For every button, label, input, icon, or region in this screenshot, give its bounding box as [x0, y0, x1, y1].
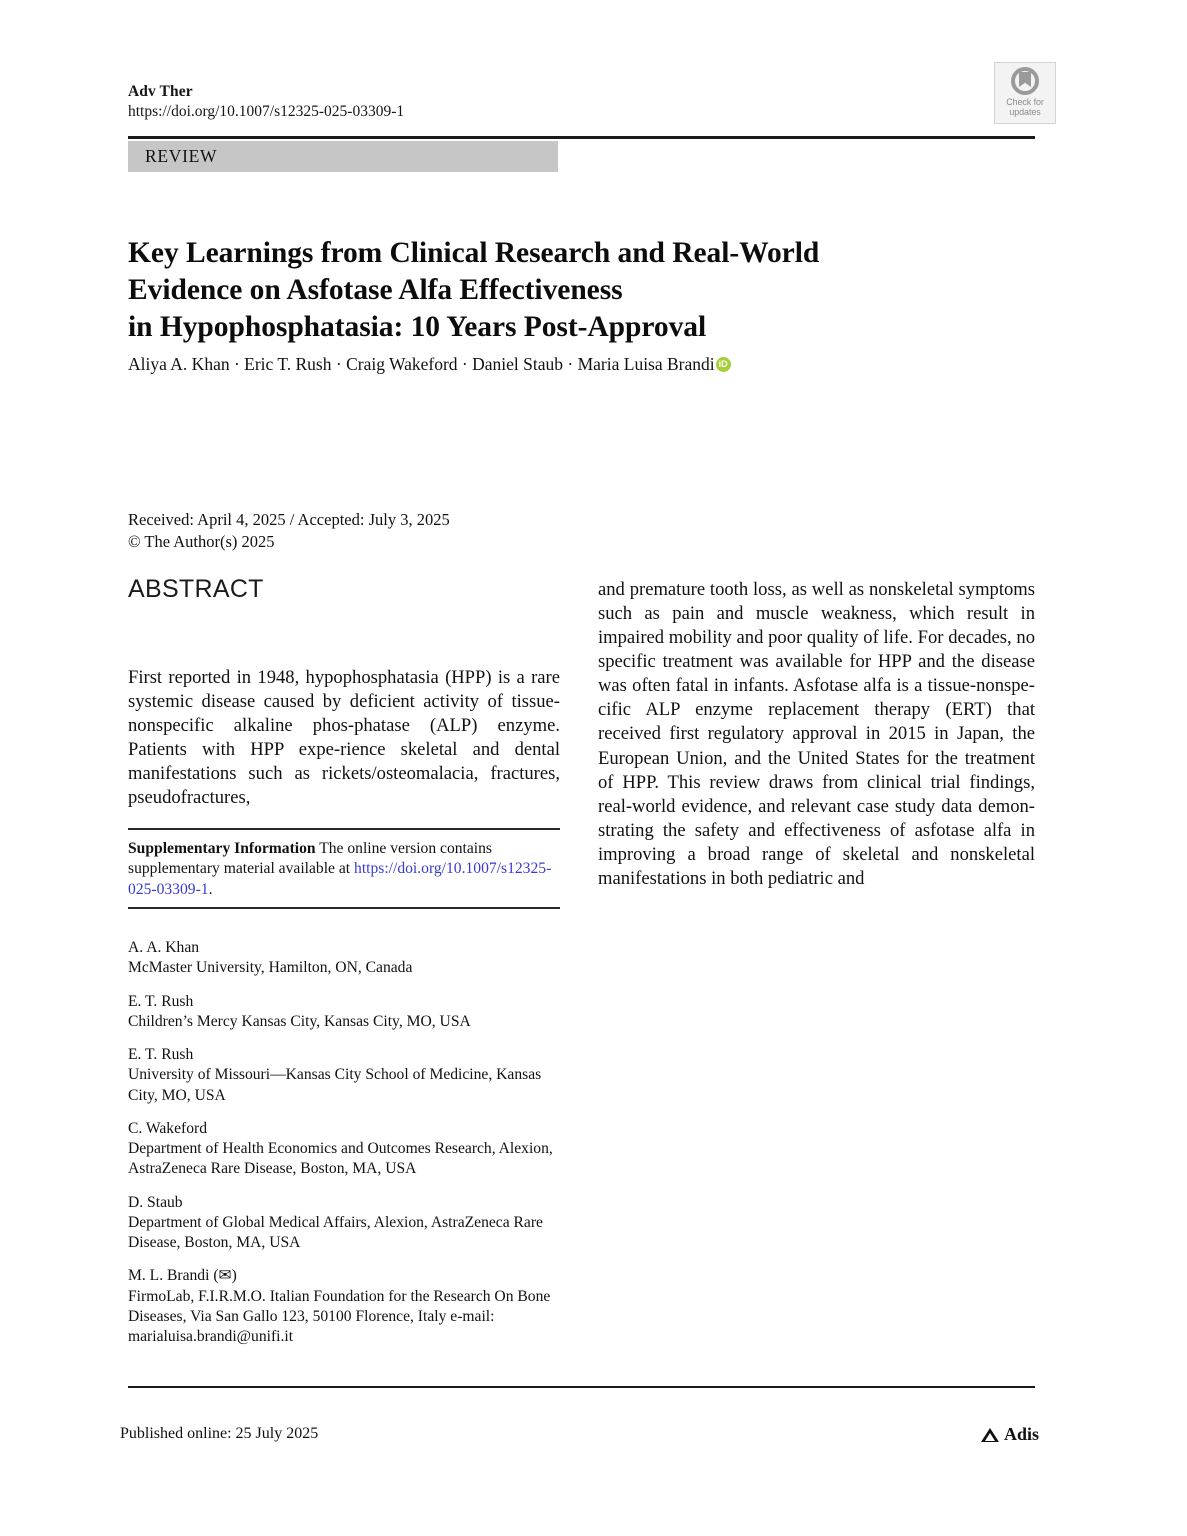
check-for-updates-badge[interactable]	[994, 62, 1056, 124]
affiliation-item	[128, 938, 568, 979]
title-line-1: Key Learnings from Clinical Research and Real-World	[128, 236, 820, 269]
supp-doi-link[interactable]: https://doi.org/10.1007/s12325-025-03309-1	[128, 860, 552, 898]
affiliation-org: McMaster University, Hamilton, ON, Canada	[128, 959, 413, 977]
affiliation-org: University of Missouri—Kansas City School of Medicine, Kansas City, MO, USA	[128, 1066, 542, 1104]
supp-title: Supplementary Information	[128, 840, 316, 857]
check-for-updates-icon	[1011, 67, 1039, 95]
affiliation-item	[128, 1045, 568, 1106]
affiliation-org: Department of Health Economics and Outcomes Research, Alexion, AstraZeneca Rare Disease, Boston, MA, USA	[128, 1140, 553, 1178]
adis-triangle-icon	[981, 1428, 999, 1442]
article-type-banner	[128, 141, 558, 172]
affiliation-item	[128, 1119, 568, 1180]
published-online: Published online: 25 July 2025	[120, 1425, 319, 1442]
supp-text: The online version contains supplementary material available at	[128, 840, 492, 878]
publication-dates	[128, 509, 688, 554]
doi-url[interactable]: https://doi.org/10.1007/s12325-025-03309-1	[128, 103, 405, 121]
affiliation-name: E. T. Rush	[128, 992, 194, 1010]
imprint-logo	[981, 1424, 1039, 1445]
supplementary-information	[128, 828, 560, 909]
abstract-heading: ABSTRACT	[128, 575, 264, 603]
title-line-3: in Hypophosphatasia: 10 Years Post-Approval	[128, 311, 707, 344]
affiliation-name: D. Staub	[128, 1193, 183, 1211]
supp-link-suffix: .	[208, 880, 213, 898]
abstract-text-right: and premature tooth loss, as well as nonskeletal symptoms such as pain and muscle weakness, which result in impaired mobility and poor quality of life. For decades, no specific treatment was available for HPP and the disease was often fatal in infants. Asfotase alfa is a tissue-nonspe-cific ALP enzyme replacement therapy (ERT) that received first regulatory approval in 2015 in Japan, the European Union, and the United States for the treatment of HPP. This review draws from clinical trial findings, real-world evidence, and relevant case study data demon-strating the safety and effectiveness of asfotase alfa in improving a broad range of skeletal and nonskeletal manifestations in both pediatric and	[598, 579, 1035, 889]
abstract-right-column	[598, 578, 1035, 891]
supp-body	[128, 830, 560, 907]
affiliation-name-corresponding: M. L. Brandi (✉)	[128, 1267, 237, 1285]
abstract-left-column	[128, 575, 560, 810]
affiliations-list	[128, 938, 568, 1348]
orcid-icon[interactable]	[716, 357, 731, 372]
affiliation-name: E. T. Rush	[128, 1046, 194, 1064]
journal-name: Adv Ther	[128, 83, 193, 100]
abstract-text-left: First reported in 1948, hypophosphatasia (HPP) is a rare systemic disease caused by deficient activity of tissue-nonspecific alkaline phos-phatase (ALP) enzyme. Patients with HPP expe-rience skeletal and dental manifestations such as rickets/osteomalacia, fractures, pseudofractures,	[128, 667, 560, 809]
supp-rule-bottom	[128, 907, 560, 909]
masthead	[128, 82, 748, 123]
crossmark-label: Check for updates	[1006, 97, 1044, 118]
affiliation-org: Department of Global Medical Affairs, Alexion, AstraZeneca Rare Disease, Boston, MA, USA	[128, 1213, 543, 1252]
affiliation-name: C. Wakeford	[128, 1119, 208, 1137]
affiliation-org: FirmoLab, F.I.R.M.O. Italian Foundation for the Research On Bone Diseases, Via San Gallo 123, 50100 Florence, Italy e-mail: marialuisa.brandi@unifi.it	[128, 1287, 551, 1346]
affiliation-name: A. A. Khan	[128, 939, 200, 956]
header-rule	[128, 136, 1035, 139]
page-title	[128, 235, 1008, 346]
affiliation-item	[128, 1193, 568, 1254]
title-line-2: Evidence on Asfotase Alfa Effectiveness	[128, 273, 623, 306]
footer-rule	[128, 1386, 1035, 1388]
received-accepted-line: Received: April 4, 2025 / Accepted: July 3, 2025	[128, 510, 450, 529]
copyright-line: © The Author(s) 2025	[128, 532, 275, 552]
author-names: Aliya A. Khan · Eric T. Rush · Craig Wakeford · Daniel Staub · Maria Luisa Brandi	[128, 354, 715, 374]
imprint-name: Adis	[1003, 1424, 1039, 1444]
affiliation-org: Children’s Mercy Kansas City, Kansas City, MO, USA	[128, 1012, 471, 1030]
affiliation-item	[128, 992, 568, 1033]
author-list	[128, 353, 1008, 376]
affiliation-item	[128, 1266, 568, 1347]
article-type-label: REVIEW	[145, 146, 218, 166]
